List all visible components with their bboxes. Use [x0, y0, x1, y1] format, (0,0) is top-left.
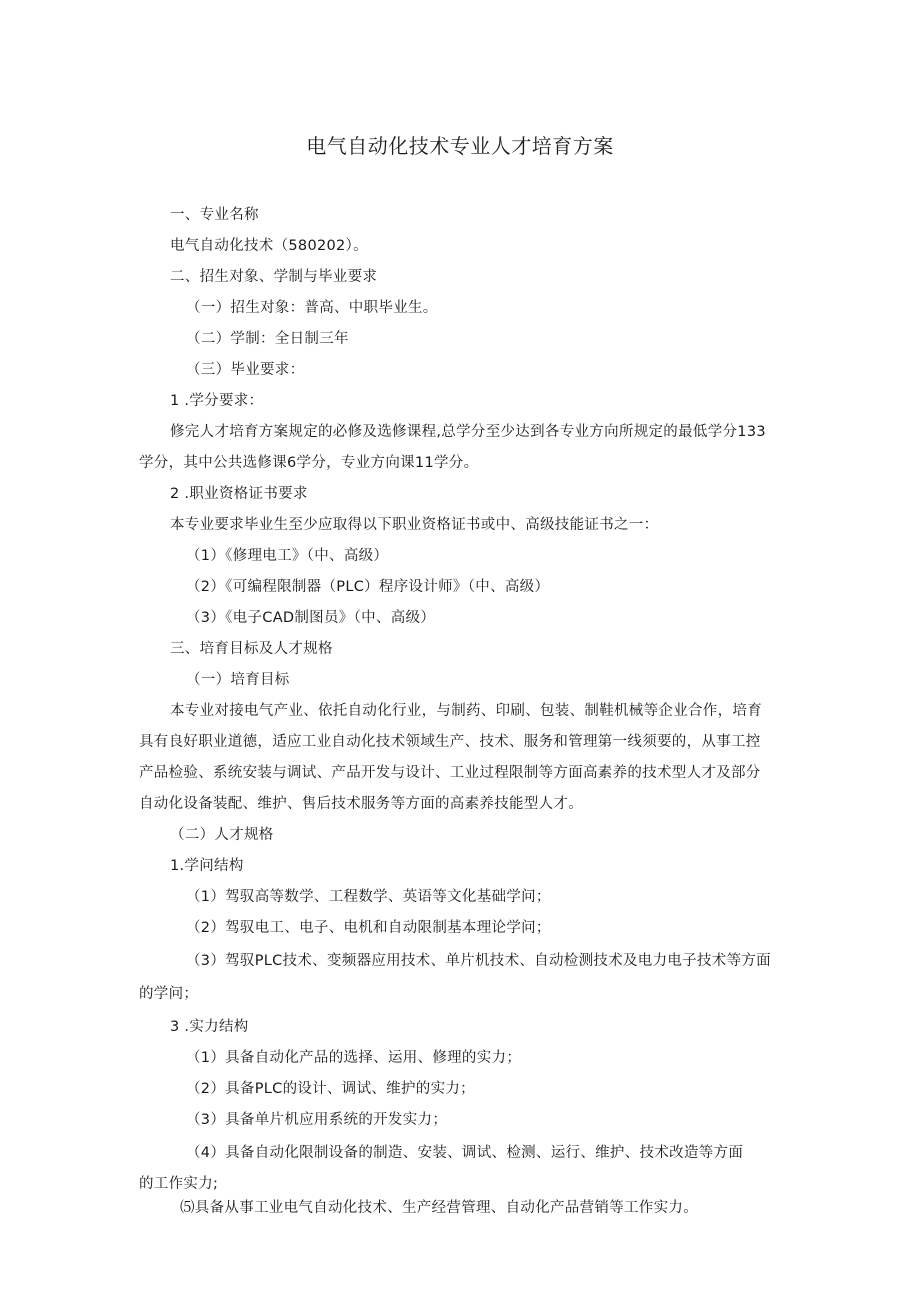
numbered-heading: 1.学问结构 [170, 858, 244, 874]
list-item: （2）驾驭电工、电子、电机和自动限制基本理论学问； [186, 920, 551, 936]
paragraph-line: 的学问； [139, 986, 199, 1002]
list-item: （2）具备PLC的设计、调试、维护的实力； [186, 1081, 475, 1097]
paragraph-line: 学分，其中公共选修课6学分，专业方向课11学分。 [139, 455, 479, 471]
paragraph-line: 本专业对接电气产业、依托自动化行业，与制药、印刷、包装、制鞋机械等企业合作，培育 [170, 703, 762, 719]
numbered-heading: 2 .职业资格证书要求 [170, 486, 308, 502]
list-item: （1）具备自动化产品的选择、运用、修理的实力； [186, 1050, 522, 1066]
paragraph-line: 修完人才培育方案规定的必修及选修课程,总学分至少达到各专业方向所规定的最低学分133 [170, 424, 766, 440]
paragraph-line: 本专业要求毕业生至少应取得以下职业资格证书或中、高级技能证书之一： [170, 517, 659, 533]
subsection-line: （一）招生对象：普高、中职毕业生。 [186, 300, 438, 316]
numbered-heading: 3 .实力结构 [170, 1019, 249, 1035]
list-item: （3）具备单片机应用系统的开发实力； [186, 1112, 448, 1128]
subsection-line: （三）毕业要求： [186, 362, 305, 378]
paragraph-line: 具有良好职业道德，适应工业自动化技术领域生产、技术、服务和管理第一线须要的，从事工控 [139, 734, 761, 750]
paragraph-line: 的工作实力; [139, 1176, 219, 1192]
paragraph-line: 产品检验、系统安装与调试、产品开发与设计、工业过程限制等方面高素养的技术型人才及部分 [139, 765, 761, 781]
subsection-line: （一）培育目标 [186, 672, 290, 688]
numbered-heading: 1 .学分要求： [170, 393, 264, 409]
section-heading: 二、招生对象、学制与毕业要求 [170, 269, 378, 285]
paragraph-line: 自动化设备装配、维护、售后技术服务等方面的高素养技能型人才。 [139, 796, 583, 812]
list-item: （2）《可编程限制器（PLC）程序设计师》（中、高级） [186, 579, 550, 595]
subsection-line: （二）学制：全日制三年 [186, 331, 349, 347]
list-item: （1）驾驭高等数学、工程数学、英语等文化基础学问； [186, 889, 551, 905]
document-title: 电气自动化技术专业人才培育方案 [306, 134, 614, 158]
list-item: （3）驾驭PLC技术、变频器应用技术、单片机技术、自动检测技术及电力电子技术等方面 [186, 953, 771, 969]
list-item: ⑸具备从事工业电气自动化技术、生产经营管理、自动化产品营销等工作实力。 [180, 1200, 698, 1216]
list-item: （4）具备自动化限制设备的制造、安装、调试、检测、运行、维护、技术改造等方面 [186, 1145, 744, 1161]
section-heading: 一、专业名称 [170, 207, 259, 223]
paragraph-line: 电气自动化技术（580202）。 [170, 238, 368, 254]
subsection-line: （二）人才规格 [170, 827, 274, 843]
section-heading: 三、培育目标及人才规格 [170, 641, 333, 657]
list-item: （1）《修理电工》（中、高级） [186, 548, 389, 564]
list-item: （3）《电子CAD制图员》（中、高级） [186, 610, 436, 626]
